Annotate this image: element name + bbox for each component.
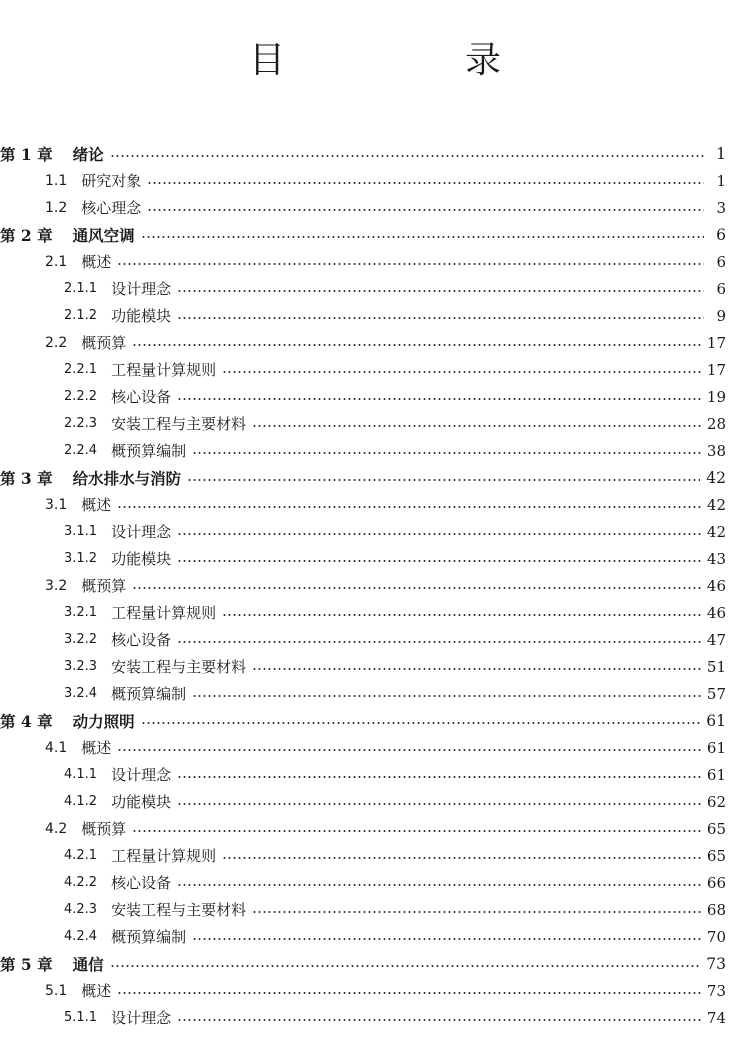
toc-entry-number: 1.2 [45,199,68,216]
toc-section-entry[interactable] [0,599,750,626]
dot-leader [141,236,704,238]
toc-entry-page-number: 19 [706,387,726,406]
toc-entry-page-number: 42 [706,468,726,487]
toc-entry-page-number: 6 [716,279,726,298]
toc-entry-number: 2.2.2 [64,389,98,404]
toc-entry-title: 安装工程与主要材料 [111,415,247,433]
toc-entry-title: 概预算编制 [111,442,187,460]
toc-section-entry[interactable] [0,788,750,815]
toc-entry-number: 2.2.1 [64,362,98,377]
toc-section-entry[interactable] [0,842,750,869]
toc-entry-number: 2.1.2 [64,308,98,323]
toc-entry-number: 2.2 [45,334,68,351]
toc-entry-page-number: 70 [706,927,726,946]
toc-entry-number: 4.2.2 [64,875,98,890]
toc-chapter-entry[interactable] [0,221,750,248]
toc-entry-title: 动力照明 [72,711,135,731]
dot-leader [192,938,701,940]
dot-leader [222,371,701,373]
toc-section-entry[interactable] [0,977,750,1004]
dot-leader [177,533,701,535]
toc-entry-page-number: 61 [706,738,726,757]
toc-section-entry[interactable] [0,761,750,788]
toc-entry-title: 核心设备 [111,388,172,406]
toc-section-entry[interactable] [0,1004,750,1031]
toc-entry-number: 第 1 章 [0,144,53,164]
toc-section-entry[interactable] [0,194,750,221]
toc-section-entry[interactable] [0,572,750,599]
toc-entry-title: 研究对象 [81,172,142,190]
toc-entry-page-number: 6 [716,252,726,271]
toc-entry-number: 4.1.2 [64,794,98,809]
toc-entry-title: 概预算编制 [111,685,187,703]
toc-entry-title: 设计理念 [111,766,172,784]
dot-leader [177,641,701,643]
toc-entry-title: 概述 [81,739,112,757]
dot-leader [117,506,701,508]
toc-entry-page-number: 6 [716,225,726,244]
toc-chapter-entry[interactable] [0,707,750,734]
toc-entry-number: 第 2 章 [0,225,53,245]
dot-leader [141,722,701,724]
dot-leader [177,560,701,562]
dot-leader [177,803,701,805]
toc-section-entry[interactable] [0,653,750,680]
toc-entry-page-number: 74 [706,1008,726,1027]
toc-section-entry[interactable] [0,248,750,275]
toc-entry-number: 4.1.1 [64,767,98,782]
toc-entry-title: 通信 [72,954,104,974]
toc-entry-title: 概预算 [81,577,127,595]
toc-entry-title: 工程量计算规则 [111,361,217,379]
dot-leader [177,1019,701,1021]
toc-entry-title: 概述 [81,253,112,271]
toc-section-entry[interactable] [0,815,750,842]
toc-section-entry[interactable] [0,275,750,302]
toc-entry-number: 3.2.3 [64,659,98,674]
toc-section-entry[interactable] [0,302,750,329]
dot-leader [192,452,701,454]
toc-section-entry[interactable] [0,383,750,410]
toc-entry-title: 设计理念 [111,280,172,298]
toc-entry-title: 工程量计算规则 [111,604,217,622]
toc-entry-page-number: 46 [706,576,726,595]
toc-entry-title: 工程量计算规则 [111,847,217,865]
toc-entry-page-number: 61 [706,765,726,784]
toc-entry-page-number: 68 [706,900,726,919]
toc-section-entry[interactable] [0,329,750,356]
page-title: 目 录 [248,40,573,81]
toc-entry-title: 安装工程与主要材料 [111,901,247,919]
toc-section-entry[interactable] [0,437,750,464]
toc-section-entry[interactable] [0,734,750,761]
toc-entry-title: 核心设备 [111,631,172,649]
toc-entry-page-number: 9 [716,306,726,325]
toc-chapter-entry[interactable] [0,140,750,167]
toc-entry-number: 1.1 [45,172,68,189]
toc-entry-page-number: 1 [716,144,726,163]
toc-entry-title: 概述 [81,496,112,514]
dot-leader [132,587,701,589]
toc-section-entry[interactable] [0,491,750,518]
toc-entry-number: 4.2.3 [64,902,98,917]
dot-leader [132,830,701,832]
dot-leader [117,263,704,265]
toc-entry-number: 第 4 章 [0,711,53,731]
toc-entry-page-number: 61 [706,711,726,730]
toc-entry-number: 4.2.4 [64,929,98,944]
toc-section-entry[interactable] [0,923,750,950]
toc-chapter-entry[interactable] [0,464,750,491]
dot-leader [117,749,701,751]
toc-chapter-entry[interactable] [0,950,750,977]
toc-entry-number: 3.1.2 [64,551,98,566]
dot-leader [132,344,701,346]
toc-entry-number: 第 5 章 [0,954,53,974]
toc-entry-title: 通风空调 [72,225,135,245]
toc-entry-number: 3.1.1 [64,524,98,539]
dot-leader [177,290,704,292]
toc-section-entry[interactable] [0,410,750,437]
dot-leader [252,911,701,913]
toc-entry-page-number: 51 [706,657,726,676]
toc-entry-page-number: 57 [706,684,726,703]
dot-leader [177,884,701,886]
toc-entry-page-number: 66 [706,873,726,892]
toc-entry-page-number: 65 [706,846,726,865]
dot-leader [110,155,704,157]
dot-leader [117,992,701,994]
toc-entry-title: 核心理念 [81,199,142,217]
toc-entry-number: 第 3 章 [0,468,53,488]
dot-leader [192,695,701,697]
toc-entry-page-number: 17 [706,333,726,352]
toc-entry-page-number: 43 [706,549,726,568]
toc-section-entry[interactable] [0,896,750,923]
toc-section-entry[interactable] [0,680,750,707]
toc-entry-title: 安装工程与主要材料 [111,658,247,676]
toc-entry-number: 4.2.1 [64,848,98,863]
toc-entry-page-number: 1 [716,171,726,190]
toc-entry-page-number: 42 [706,522,726,541]
dot-leader [147,209,704,211]
toc-entry-page-number: 46 [706,603,726,622]
toc-entry-page-number: 17 [706,360,726,379]
toc-entry-number: 3.2.4 [64,686,98,701]
toc-entry-page-number: 38 [706,441,726,460]
toc-entry-page-number: 65 [706,819,726,838]
toc-entry-page-number: 47 [706,630,726,649]
toc-entry-title: 给水排水与消防 [72,468,182,488]
toc-entry-title: 设计理念 [111,523,172,541]
toc-entry-title: 概预算编制 [111,928,187,946]
toc-entry-page-number: 28 [706,414,726,433]
dot-leader [177,398,701,400]
toc-entry-number: 5.1 [45,982,68,999]
toc-entry-number: 5.1.1 [64,1010,98,1025]
toc-entry-number: 3.2.2 [64,632,98,647]
dot-leader [187,479,700,481]
table-of-contents [0,140,750,1031]
dot-leader [177,776,701,778]
toc-section-entry[interactable] [0,167,750,194]
toc-entry-title: 绪论 [72,144,104,164]
toc-entry-number: 3.2 [45,577,68,594]
dot-leader [252,668,701,670]
toc-section-entry[interactable] [0,869,750,896]
toc-entry-title: 概预算 [81,334,127,352]
dot-leader [147,182,704,184]
toc-entry-title: 概预算 [81,820,127,838]
toc-entry-title: 设计理念 [111,1009,172,1027]
toc-section-entry[interactable] [0,626,750,653]
toc-entry-title: 功能模块 [111,550,172,568]
toc-entry-page-number: 62 [706,792,726,811]
toc-entry-title: 概述 [81,982,112,1000]
dot-leader [222,857,701,859]
toc-entry-number: 2.1.1 [64,281,98,296]
toc-section-entry[interactable] [0,518,750,545]
toc-section-entry[interactable] [0,545,750,572]
toc-entry-title: 核心设备 [111,874,172,892]
dot-leader [177,317,704,319]
toc-entry-number: 4.1 [45,739,68,756]
toc-entry-number: 2.2.3 [64,416,98,431]
toc-entry-page-number: 73 [706,981,726,1000]
toc-entry-number: 2.2.4 [64,443,98,458]
dot-leader [222,614,701,616]
toc-entry-page-number: 73 [706,954,726,973]
toc-section-entry[interactable] [0,356,750,383]
toc-entry-page-number: 42 [706,495,726,514]
toc-entry-page-number: 3 [716,198,726,217]
dot-leader [252,425,701,427]
toc-entry-number: 3.2.1 [64,605,98,620]
toc-entry-title: 功能模块 [111,793,172,811]
toc-entry-number: 3.1 [45,496,68,513]
toc-entry-number: 2.1 [45,253,68,270]
dot-leader [110,965,701,967]
toc-entry-number: 4.2 [45,820,68,837]
toc-entry-title: 功能模块 [111,307,172,325]
